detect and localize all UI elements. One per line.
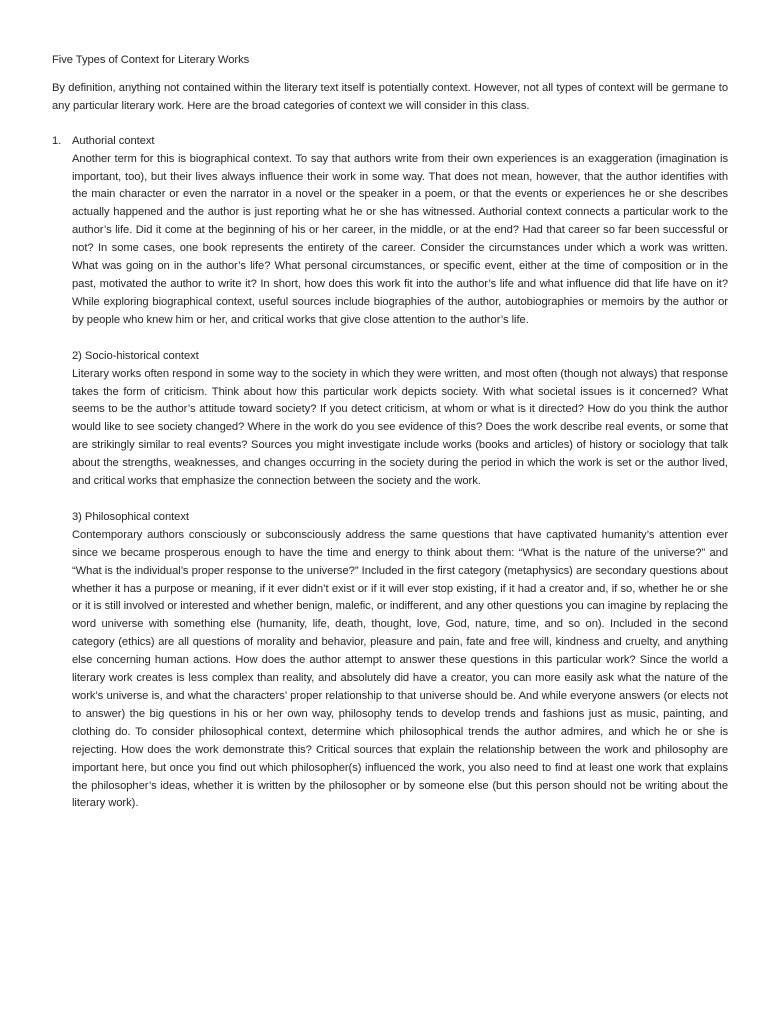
section-philosophical-context: [72, 509, 728, 813]
document-page: [52, 52, 728, 813]
document-title: Five Types of Context for Literary Works: [52, 54, 250, 66]
section-heading-row: [52, 133, 728, 151]
section-heading: Authorial context: [72, 134, 155, 147]
section-socio-historical-context: [72, 348, 728, 491]
intro-paragraph: By definition, anything not contained within the literary text itself is potentially context. However, not all types of context will be germane to any particular literary work. Here are the broad categories of context we will consider in this class.: [52, 81, 728, 112]
section-heading: 3) Philosophical context: [72, 510, 189, 523]
section-number: 1.: [52, 134, 62, 147]
section-heading: 2) Socio-historical context: [72, 349, 199, 362]
section-body: Another term for this is biographical context. To say that authors write from their own experiences is an exaggeration (imagination is important, too), but their lives always influence their work in some way. That does not mean, however, that the author identifies with the main character or even the narrator in a novel or the speaker in a poem, or that the events or experiences he or she describes actually happened and the author is just reporting what he or she has witnessed. Authorial context connects a particular work to the author’s life. Did it come at the beginning of his or her career, in the middle, or at the end? Had that career so far been successful or not? In some cases, one book represents the entirety of the career. Consider the circumstances under which a work was written. What was going on in the author’s life? What personal circumstances, or specific event, either at the time of composition or in the past, motivated the author to write it? In short, how does this work fit into the author’s life and what influence did that life have on it? While exploring biographical context, useful sources include biographies of the author, autobiographies or memoirs by the author or by people who knew him or her, and critical works that give close attention to the author’s life.: [72, 152, 728, 326]
section-body: Contemporary authors consciously or subconsciously address the same questions that have captivated humanity’s attention ever since we became prosperous enough to have the time and energy to think about them: “What is the nature of the universe?” and “What is the individual’s proper response to the universe?” Included in the first category (metaphysics) are secondary questions about whether it has a purpose or meaning, if it ever didn’t exist or if it will ever stop existing, if it had a creator and, if so, whether he or she or it is still involved or interested and whether benign, malefic, or indifferent, and any other questions you can imagine by replacing the word universe with something else (humanity, life, death, thought, love, God, nature, time, and so on). Included in the second category (ethics) are all questions of morality and behavior, pleasure and pain, fate and free will, kindness and cruelty, and anything else concerning human actions. How does the author attempt to answer these questions in this particular work? Since the world a literary work creates is less complex than reality, and absolutely did have a creator, you can more easily ask what the nature of the work’s universe is, and what the characters’ proper relationship to that universe should be. And while everyone answers (or elects not to answer) the big questions in his or her own way, philosophy tends to develop trends and fashions just as music, painting, and clothing do. To consider philosophical context, determine which philosophical trends the author admires, and which he or she is rejecting. How does the work demonstrate this? Critical sources that explain the relationship between the work and philosophy are important here, but once you find out which philosopher(s) influenced the work, you also need to find at least one work that explains the philosopher’s ideas, whether it is written by the philosopher or by someone else (but this person should not be writing about the literary work).: [72, 528, 728, 810]
section-body: Literary works often respond in some way to the society in which they were written, and most often (though not always) that response takes the form of criticism. Think about how this particular work depicts society. With what societal issues is it concerned? What seems to be the author’s attitude toward society? If you detect criticism, at whom or what is it directed? How do you think the author would like to see society changed? Where in the work do you see evidence of this? Does the work describe real events, or some that are strikingly similar to real events? Sources you might investigate include works (books and articles) of history or sociology that talk about the strengths, weaknesses, and changes occurring in the society during the period in which the work is set or the author lived, and critical works that emphasize the connection between the society and the work.: [72, 367, 728, 488]
section-authorial-context: [52, 133, 728, 330]
